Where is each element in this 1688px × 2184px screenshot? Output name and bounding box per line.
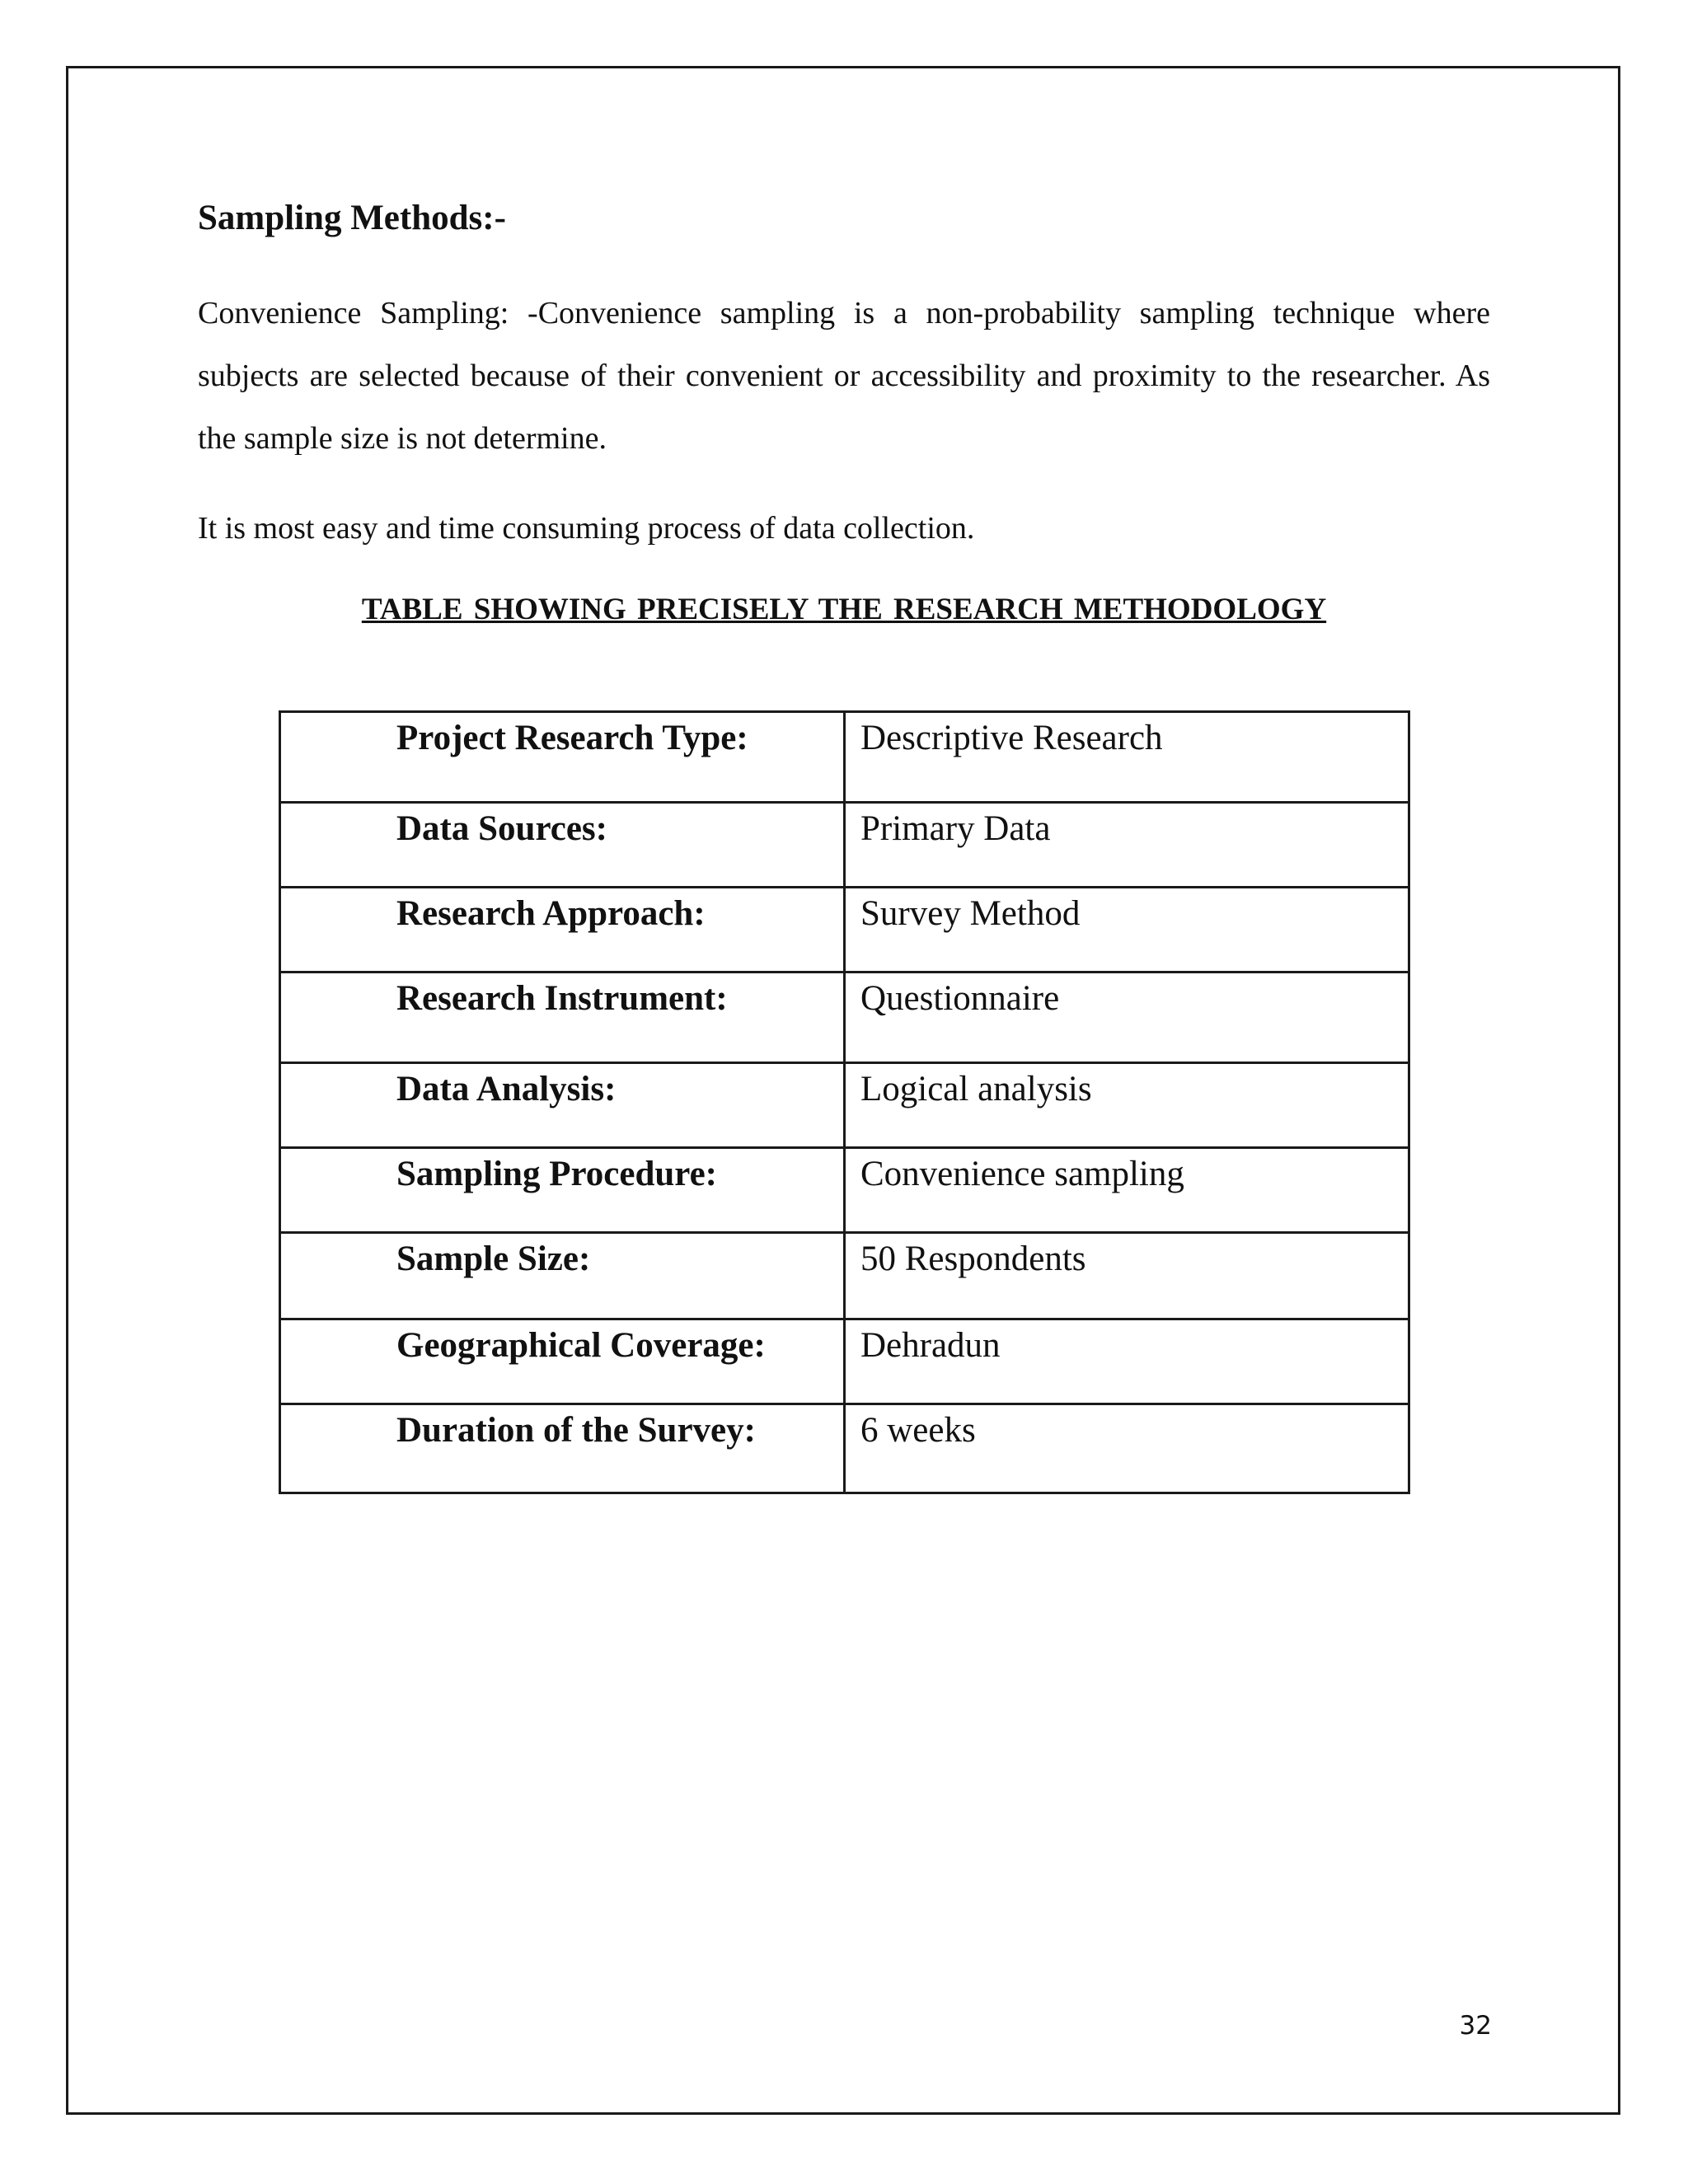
- row-value: Primary Data: [860, 809, 1051, 848]
- row-value-cell: [845, 972, 1409, 1063]
- row-label-cell: [280, 803, 845, 888]
- table-row: [280, 1233, 1409, 1319]
- convenience-sampling-paragraph: Convenience Sampling: -Convenience sampling is a non-probability sampling technique where subjects are selected because of their convenient or accessibility and proximity to the researcher. As the sample size is not determine.: [198, 296, 1490, 456]
- row-label-cell: [280, 1148, 845, 1233]
- row-label-cell: [280, 972, 845, 1063]
- row-value: Descriptive Research: [860, 719, 1163, 757]
- table-row: [280, 803, 1409, 888]
- table-row: [280, 972, 1409, 1063]
- row-value-cell: [845, 888, 1409, 972]
- row-label: Sampling Procedure:: [396, 1155, 717, 1193]
- row-value-cell: [845, 1319, 1409, 1404]
- row-label: Sample Size:: [396, 1240, 591, 1278]
- row-label: Duration of the Survey:: [396, 1411, 756, 1450]
- row-value: Questionnaire: [860, 979, 1060, 1018]
- row-label: Research Instrument:: [396, 979, 728, 1018]
- table-row: [280, 1148, 1409, 1233]
- table-row: [280, 888, 1409, 972]
- page-number: 32: [1459, 2011, 1492, 2041]
- row-label: Data Sources:: [396, 809, 607, 848]
- table-row: [280, 1319, 1409, 1404]
- row-value: 6 weeks: [860, 1411, 976, 1450]
- row-label: Project Research Type:: [396, 719, 748, 757]
- data-collection-paragraph: It is most easy and time consuming process of data collection.: [198, 511, 975, 546]
- row-label-cell: [280, 712, 845, 803]
- table-caption: TABLE SHOWING PRECISELY THE RESEARCH METHODOLOGY: [361, 593, 1327, 626]
- row-value: Survey Method: [860, 894, 1081, 933]
- table-row: [280, 1063, 1409, 1148]
- row-value: 50 Respondents: [860, 1240, 1086, 1278]
- research-methodology-table: [279, 710, 1410, 1494]
- row-value-cell: [845, 712, 1409, 803]
- row-label-cell: [280, 1063, 845, 1148]
- row-label: Geographical Coverage:: [396, 1326, 766, 1365]
- row-value: Dehradun: [860, 1326, 1001, 1365]
- table-row: [280, 1404, 1409, 1493]
- row-label-cell: [280, 1233, 845, 1319]
- row-value-cell: [845, 1148, 1409, 1233]
- row-label-cell: [280, 1404, 845, 1493]
- row-value-cell: [845, 1063, 1409, 1148]
- row-label: Data Analysis:: [396, 1070, 617, 1108]
- row-value: Convenience sampling: [860, 1155, 1184, 1193]
- row-value: Logical analysis: [860, 1070, 1092, 1108]
- section-heading: Sampling Methods:-: [198, 199, 506, 237]
- row-value-cell: [845, 803, 1409, 888]
- row-value-cell: [845, 1404, 1409, 1493]
- row-label-cell: [280, 888, 845, 972]
- row-label: Research Approach:: [396, 894, 706, 933]
- row-label-cell: [280, 1319, 845, 1404]
- table-row: [280, 712, 1409, 803]
- row-value-cell: [845, 1233, 1409, 1319]
